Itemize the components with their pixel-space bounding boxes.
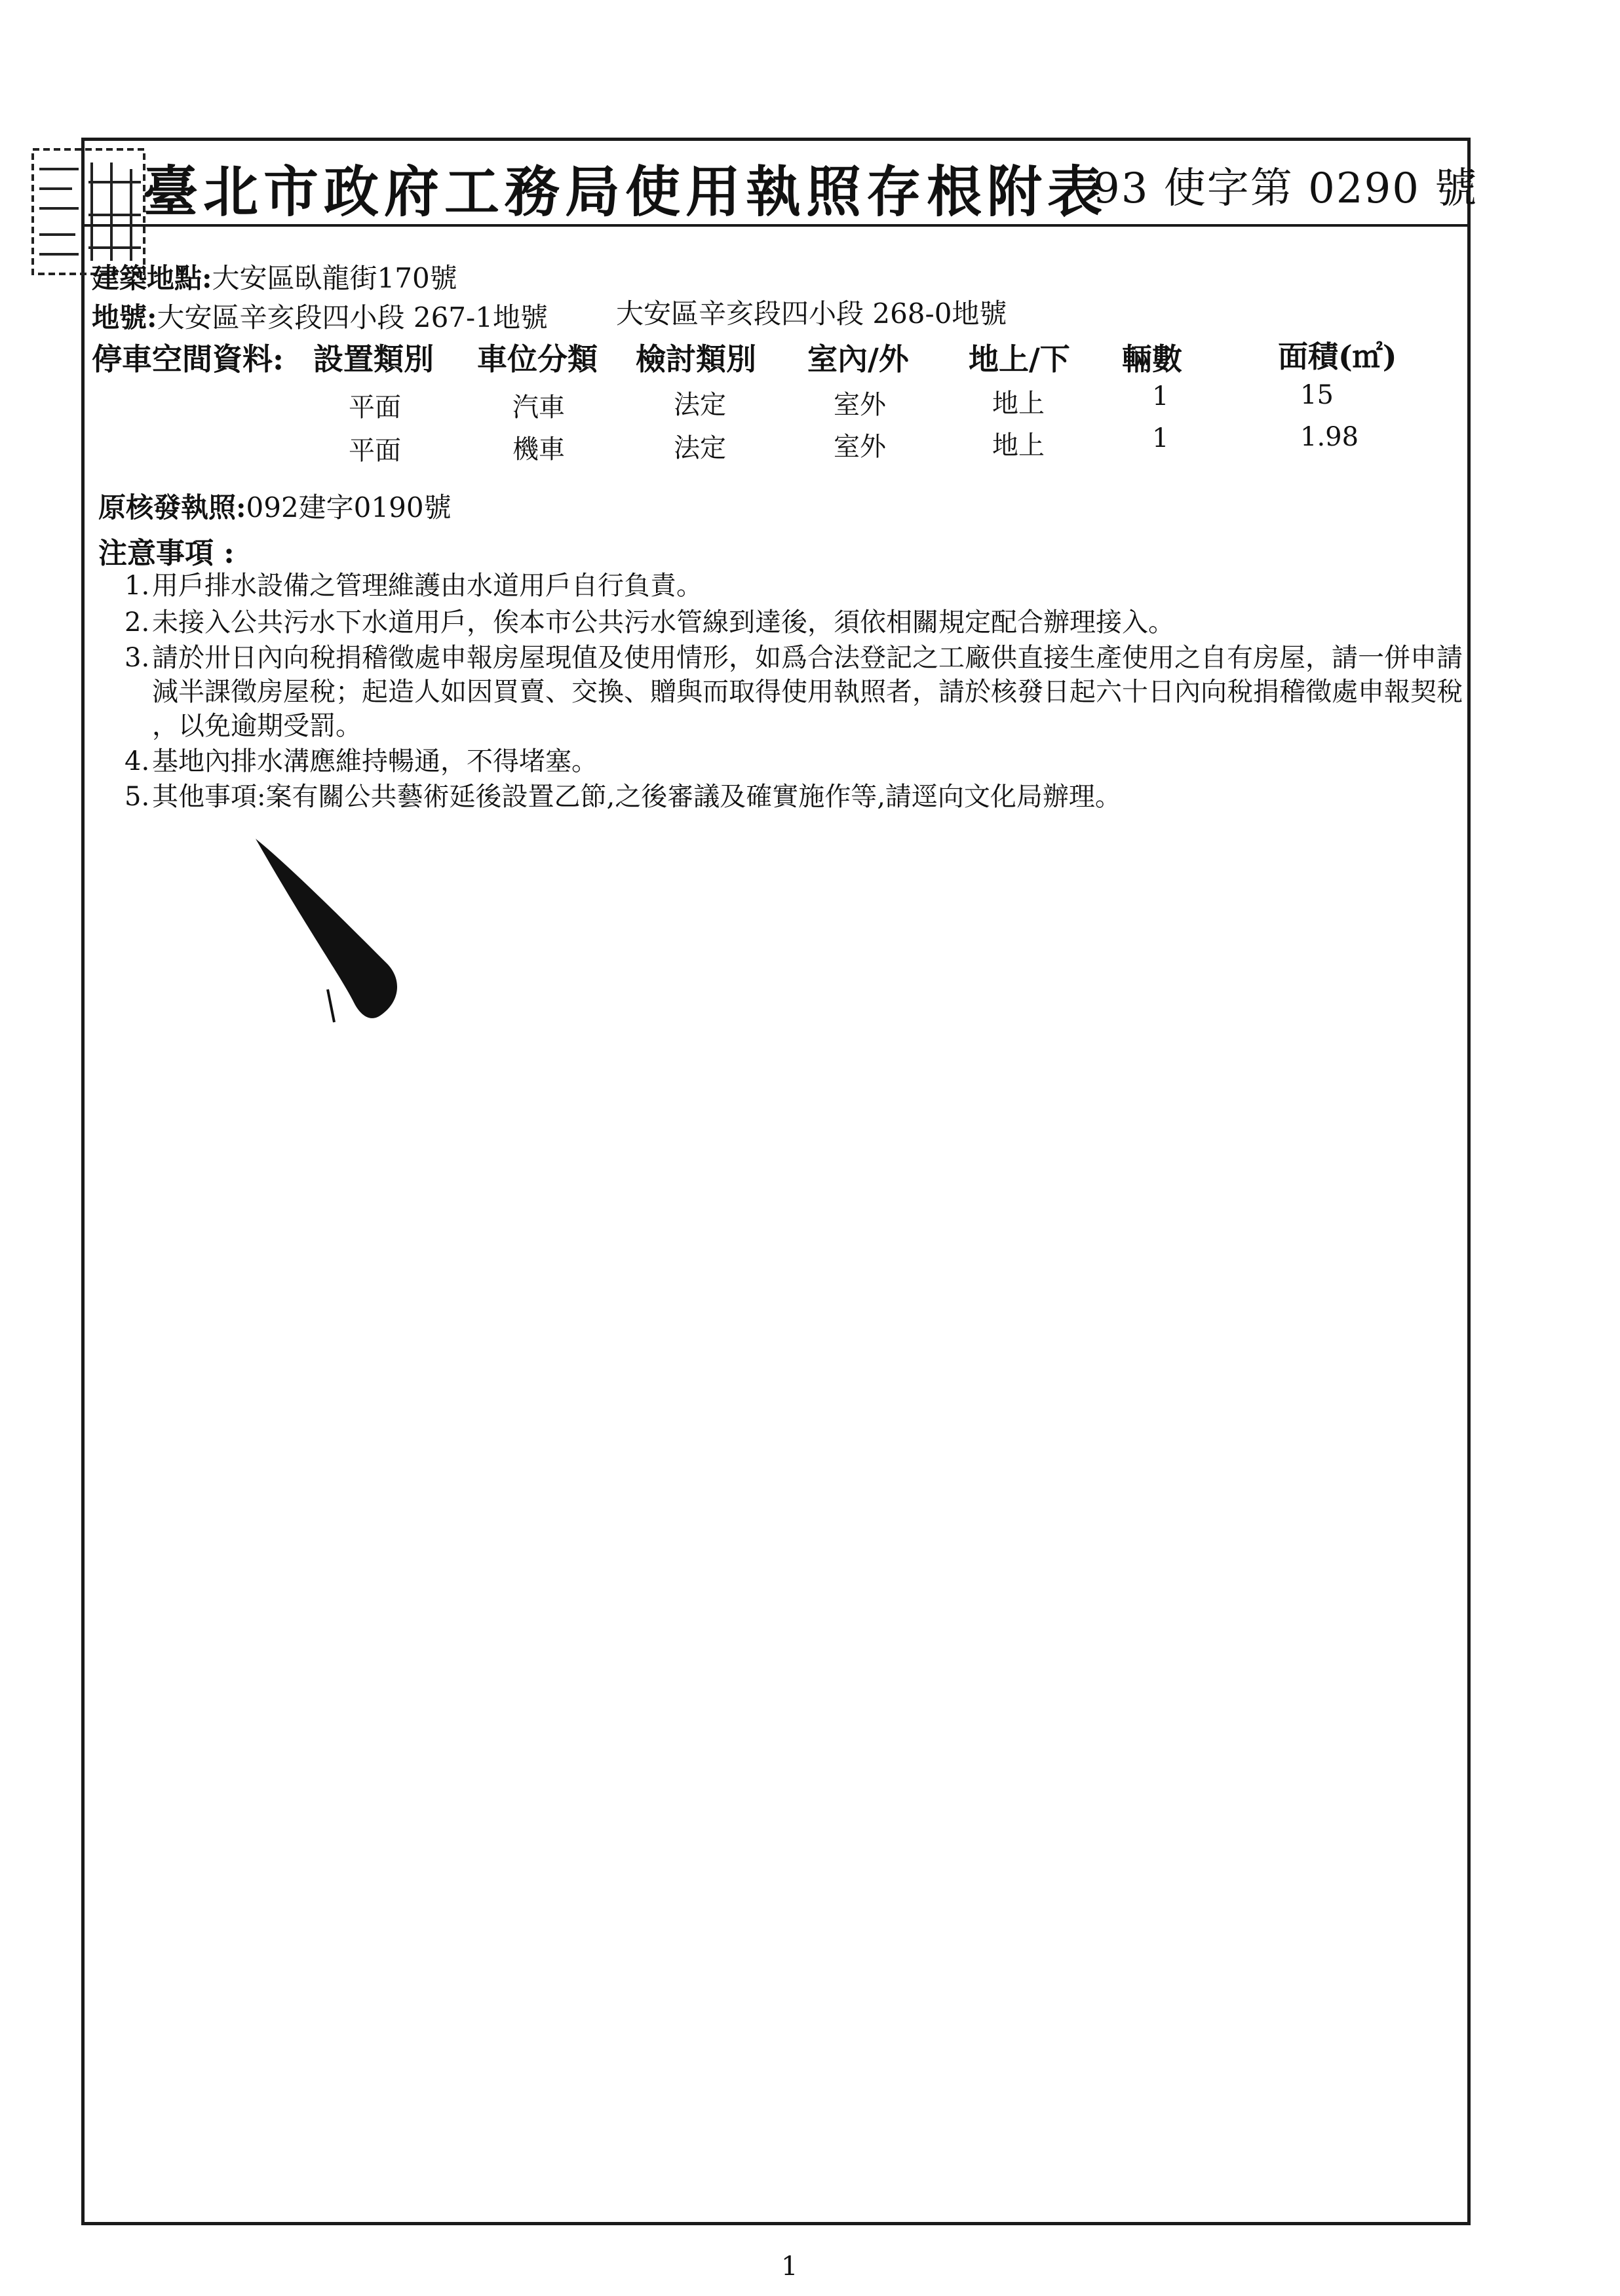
note-continuation: ，以免逾期受罰。	[152, 711, 362, 741]
table-cell: 法定	[674, 390, 726, 420]
table-cell: 15	[1300, 380, 1334, 410]
notes-heading: 注意事項 :	[98, 537, 235, 570]
lot-number	[92, 296, 548, 335]
table-cell: 1	[1152, 381, 1169, 411]
note-text: 基地內排水溝應維持暢通，不得堵塞。	[152, 746, 598, 776]
table-cell: 汽車	[512, 392, 565, 423]
table-cell: 1	[1152, 423, 1169, 453]
note-continuation: 減半課徵房屋稅；起造人如因買賣、交換、贈與而取得使用執照者，請於核發日起六十日內向稅捐稽徵處申報契稅	[152, 677, 1463, 707]
column-header: 室內/外	[807, 341, 909, 377]
note-text: 其他事項:案有關公共藝術延後設置乙節,之後審議及確實施作等,請逕向文化局辦理。	[152, 782, 1121, 812]
note-number: 4.	[125, 746, 150, 776]
original-permit	[98, 486, 452, 526]
note-number: 5.	[125, 782, 150, 812]
original-permit-label: 原核發執照:	[98, 491, 246, 524]
note-text: 用戶排水設備之管理維護由水道用戶自行負責。	[152, 571, 703, 601]
column-header: 面積(㎡)	[1278, 339, 1397, 374]
page-title: 臺北市政府工務局使用執照存根附表	[143, 159, 1108, 224]
note-item	[125, 602, 1174, 639]
building-location	[92, 257, 457, 296]
lot-number-value-1: 大安區辛亥段四小段 267-1地號	[157, 301, 548, 334]
note-text: 請於卅日內向稅捐稽徵處申報房屋現值及使用情形，如爲合法登記之工廠供直接生產使用之自有房屋，請一併申請	[152, 643, 1463, 673]
page-number: 1	[781, 2251, 798, 2282]
column-header: 檢討類別	[636, 341, 756, 377]
column-header: 輛數	[1122, 341, 1182, 377]
table-cell: 平面	[349, 392, 401, 423]
original-permit-value: 092建字0190號	[246, 491, 452, 524]
page-frame	[81, 138, 1471, 2225]
lot-number-label: 地號:	[92, 301, 157, 334]
note-text: 未接入公共污水下水道用戶，俟本市公共污水管線到達後，須依相關規定配合辦理接入。	[152, 607, 1174, 638]
note-item	[125, 565, 703, 602]
table-cell: 平面	[349, 436, 401, 466]
column-header: 地上/下	[969, 341, 1070, 377]
parking-label: 停車空間資料:	[92, 341, 284, 377]
note-number: 2.	[125, 607, 150, 638]
permit-number: 93 使字第 0290 號	[1093, 164, 1478, 213]
note-item	[125, 776, 1121, 813]
note-item	[125, 740, 598, 778]
table-cell: 室外	[834, 432, 886, 462]
note-number: 3.	[125, 643, 150, 673]
pen-mark-icon	[249, 826, 419, 1035]
building-location-label: 建築地點:	[92, 262, 212, 294]
note-item	[125, 637, 1463, 674]
column-header: 設置類別	[313, 341, 434, 377]
lot-number-value-2: 大安區辛亥段四小段 268-0地號	[616, 297, 1007, 330]
table-cell: 地上	[992, 430, 1045, 461]
table-cell: 法定	[674, 433, 726, 463]
column-header: 車位分類	[477, 341, 598, 377]
table-cell: 機車	[512, 434, 565, 465]
table-cell: 室外	[834, 390, 886, 420]
building-location-value: 大安區臥龍街170號	[212, 262, 457, 294]
table-cell: 地上	[992, 389, 1045, 419]
note-number: 1.	[125, 571, 150, 601]
table-cell: 1.98	[1300, 422, 1359, 452]
